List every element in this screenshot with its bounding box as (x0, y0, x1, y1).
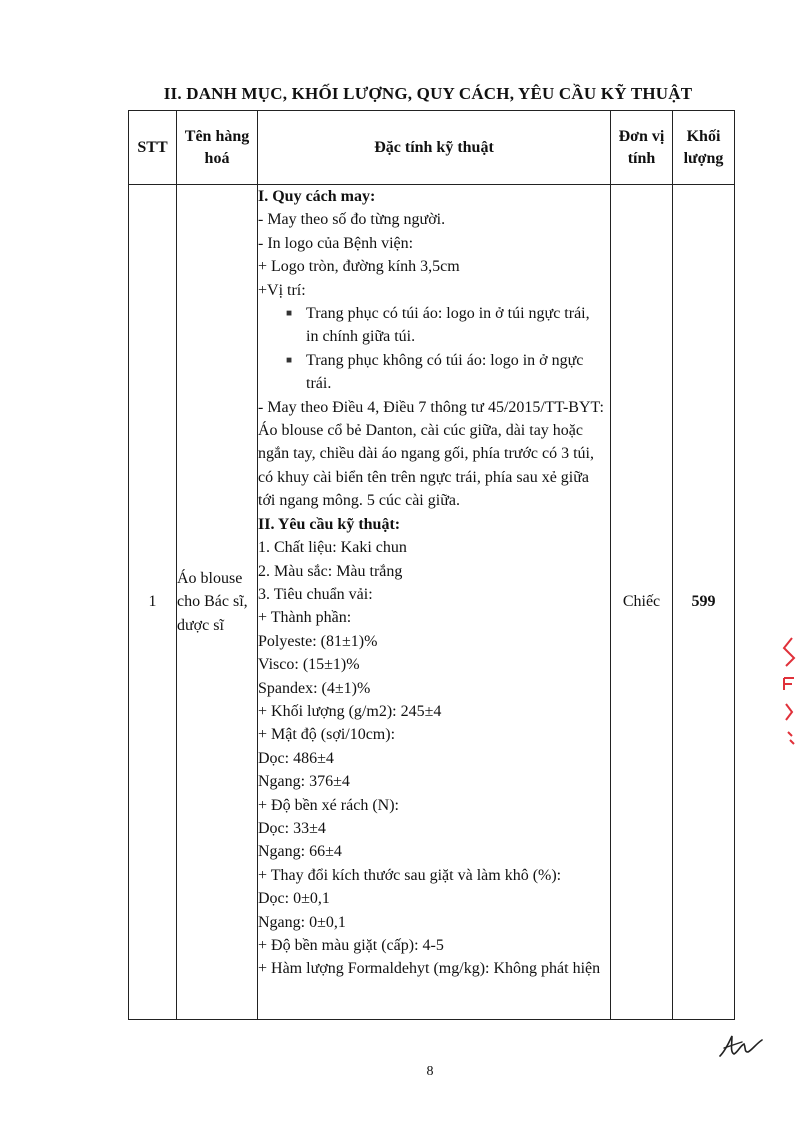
spec-line: Ngang: 376±4 (258, 773, 350, 791)
spec-line: - In logo của Bệnh viện: (258, 234, 414, 252)
spec-line: Dọc: 0±0,1 (258, 890, 330, 908)
bullet-text: Trang phục không có túi áo: logo in ở ngực trái. (306, 351, 584, 393)
spec-line: + Độ bền xé rách (N): (258, 796, 399, 814)
row-stt: 1 (129, 185, 177, 1020)
spec-paragraph: + Hàm lượng Formaldehyt (mg/kg): Không phát hiện (258, 960, 601, 978)
header-name: Tên hàng hoá (177, 111, 258, 185)
spec-section-title: I. Quy cách may: (258, 188, 376, 205)
spec-line: Ngang: 66±4 (258, 843, 342, 861)
spec-line: + Mật độ (sợi/10cm): (258, 726, 396, 744)
spec-line: + Thành phần: (258, 609, 352, 627)
spec-paragraph: - May theo Điều 4, Điều 7 thông tư 45/2015/TT-BYT: Áo blouse cổ bẻ Danton, cài cúc giữa, dài tay hoặc ngắn tay, chiều dài áo ngang gối, phía trước có 3 túi, có khuy cài biển tên trên ngực trái, phía sau xẻ giữa tới ngang mông. 5 cúc cài giữa. (258, 398, 604, 510)
row-quantity: 599 (673, 185, 735, 1020)
spec-line: Visco: (15±1)% (258, 656, 360, 674)
square-bullet-icon: ■ (286, 308, 293, 320)
spec-line: Dọc: 33±4 (258, 819, 326, 837)
spec-line: + Độ bền màu giặt (cấp): 4-5 (258, 937, 444, 954)
stamp-fragment-icon (778, 632, 800, 752)
bullet-item (258, 349, 610, 396)
page-number: 8 (426, 1064, 434, 1079)
table-row (129, 185, 735, 1020)
spec-line: Ngang: 0±0,1 (258, 913, 346, 931)
spec-line: + Thay đổi kích thước sau giặt và làm khô (%): (258, 866, 562, 884)
bullet-item (258, 302, 610, 349)
row-spec (258, 185, 611, 1020)
signature-icon (716, 1028, 766, 1062)
spec-line: +Vị trí: (258, 281, 306, 299)
spec-line: + Logo tròn, đường kính 3,5cm (258, 258, 460, 276)
section-title: II. DANH MỤC, KHỐI LƯỢNG, QUY CÁCH, YÊU CẦU KỸ THUẬT (163, 84, 693, 103)
spec-line: - May theo số đo từng người. (258, 211, 446, 229)
spec-line: 2. Màu sắc: Màu trắng (258, 562, 403, 580)
header-stt: STT (129, 111, 177, 185)
spec-line: Polyeste: (81±1)% (258, 632, 378, 650)
header-unit: Đơn vị tính (611, 111, 673, 185)
spec-line: + Khối lượng (g/m2): 245±4 (258, 702, 442, 720)
spec-line: 1. Chất liệu: Kaki chun (258, 539, 407, 557)
header-qty: Khối lượng (673, 111, 735, 185)
row-item-name: Áo blouse cho Bác sĩ, dược sĩ (177, 185, 258, 1020)
spec-line: 3. Tiêu chuẩn vải: (258, 585, 373, 603)
square-bullet-icon: ■ (286, 354, 293, 366)
bullet-text: Trang phục có túi áo: logo in ở túi ngực trái, in chính giữa túi. (306, 305, 590, 346)
spec-line: Spandex: (4±1)% (258, 679, 371, 697)
header-spec: Đặc tính kỹ thuật (258, 111, 611, 185)
table-header-row (129, 111, 735, 185)
spec-table (128, 110, 735, 1020)
spec-line: Dọc: 486±4 (258, 749, 334, 767)
spec-section-title: II. Yêu cầu kỹ thuật: (258, 515, 401, 533)
row-unit: Chiếc (611, 185, 673, 1020)
